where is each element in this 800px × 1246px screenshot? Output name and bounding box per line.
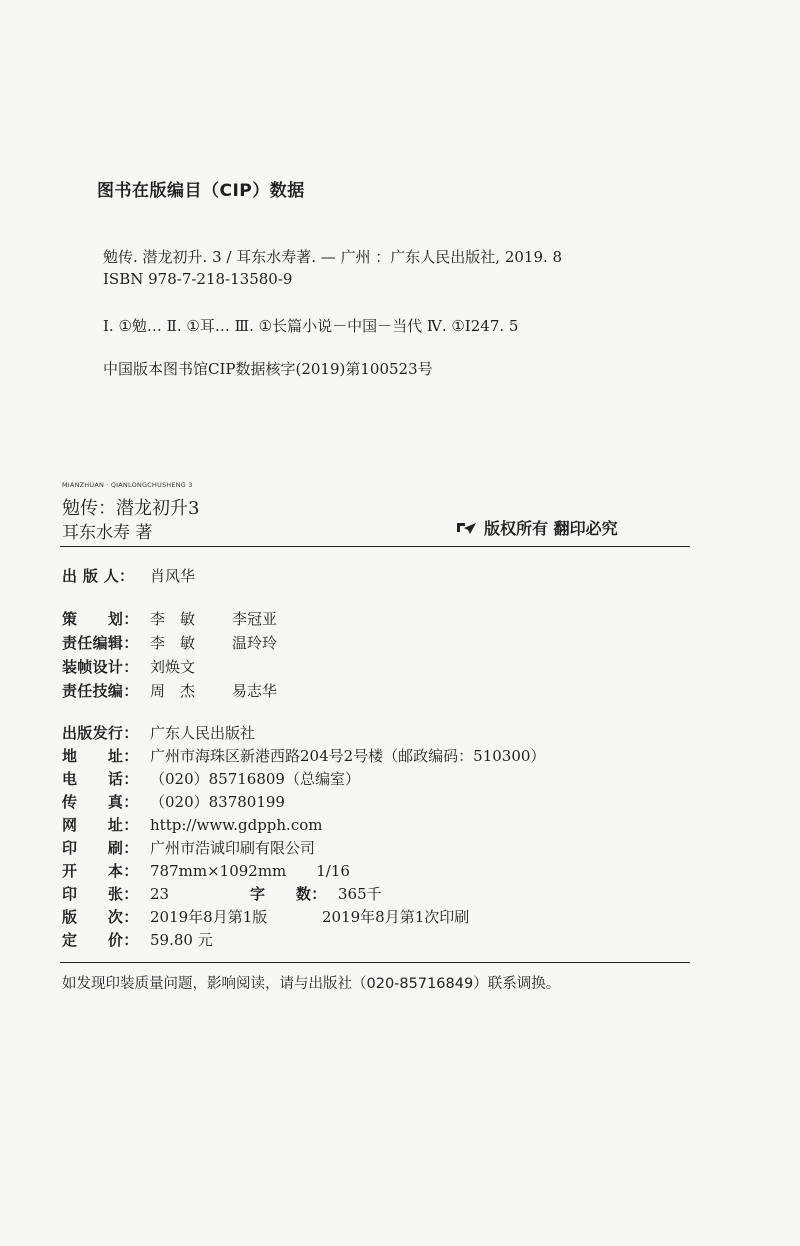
book-author: 耳东水寿 著 [62,523,153,543]
copyright-text: 版权所有 翻印必究 [484,519,618,538]
detail-row [62,929,213,950]
cip-isbn: ISBN 978-7-218-13580-9 [103,270,293,288]
top-divider [60,546,690,547]
book-title-pinyin: MIANZHUAN · QIANLONGCHUSHENG 3 [62,481,193,489]
detail-row [62,768,360,789]
copyright-icon [456,520,478,536]
editor-value: 李冠亚 [232,610,278,628]
detail-label: 印 张： [62,885,139,903]
publisher-value: 肖风华 [150,567,196,585]
detail-row [62,906,469,927]
editor-row [62,608,277,629]
detail-row [62,722,255,743]
editor-value: 李 敏 [150,634,196,652]
detail-label: 定 价： [62,931,139,949]
detail-value: 365千 [338,885,382,903]
detail-label: 地 址： [62,747,139,765]
detail-value: （020）85716809（总编室） [150,770,360,788]
editor-label: 责任编辑： [62,634,139,652]
detail-value: http://www.gdpph.com [150,816,323,834]
detail-row [62,791,285,812]
detail-label: 印 刷： [62,839,139,857]
editor-value: 刘焕文 [150,658,196,676]
detail-label: 网 址： [62,816,139,834]
detail-label: 开 本： [62,862,139,880]
detail-row [62,814,322,835]
editor-value: 周 杰 [150,682,196,700]
detail-value: 2019年8月第1次印刷 [322,908,470,926]
publisher-row [62,565,195,586]
detail-value: 广东人民出版社 [150,724,256,742]
bottom-divider [60,962,690,963]
cip-classification: Ⅰ. ①勉… Ⅱ. ①耳… Ⅲ. ①长篇小说－中国－当代 Ⅳ. ①I247. 5 [103,317,519,335]
detail-value: 2019年8月第1版 [150,908,268,926]
editor-row [62,632,277,653]
detail-label: 出版发行： [62,724,139,742]
editor-label: 责任技编： [62,682,139,700]
detail-value: 广州市海珠区新港西路204号2号楼（邮政编码：510300） [150,747,546,765]
detail-row [62,883,382,904]
detail-value: 23 [150,885,170,903]
detail-row [62,745,545,766]
book-title: 勉传：潜龙初升3 [62,498,200,519]
publisher-label: 出 版 人： [62,567,135,585]
editor-row [62,680,277,701]
cip-bibliographic-line: 勉传. 潜龙初升. 3 / 耳东水寿著. — 广州 ：广东人民出版社, 2019. 8 [103,248,563,266]
detail-value: （020）83780199 [150,793,285,811]
editor-label: 装帧设计： [62,658,139,676]
detail-value: 59.80 元 [150,931,213,949]
detail-label: 传 真： [62,793,139,811]
editor-value: 李 敏 [150,610,196,628]
editor-value: 易志华 [232,682,278,700]
cip-title: 图书在版编目（CIP）数据 [97,181,305,201]
detail-label: 电 话： [62,770,139,788]
detail-label: 版 次： [62,908,139,926]
footer-note: 如发现印装质量问题，影响阅读，请与出版社（020-85716849）联系调换。 [62,976,561,992]
detail-value: 787mm×1092mm 1/16 [150,862,350,880]
copyright-notice [456,516,618,539]
editor-label: 策 划： [62,610,139,628]
detail-row [62,837,315,858]
detail-value: 广州市浩诚印刷有限公司 [150,839,316,857]
editor-value: 温玲玲 [232,634,278,652]
detail-label: 字 数： [250,885,327,903]
detail-row [62,860,350,881]
editor-row [62,656,232,677]
cip-record-number: 中国版本图书馆CIP数据核字(2019)第100523号 [103,360,433,378]
